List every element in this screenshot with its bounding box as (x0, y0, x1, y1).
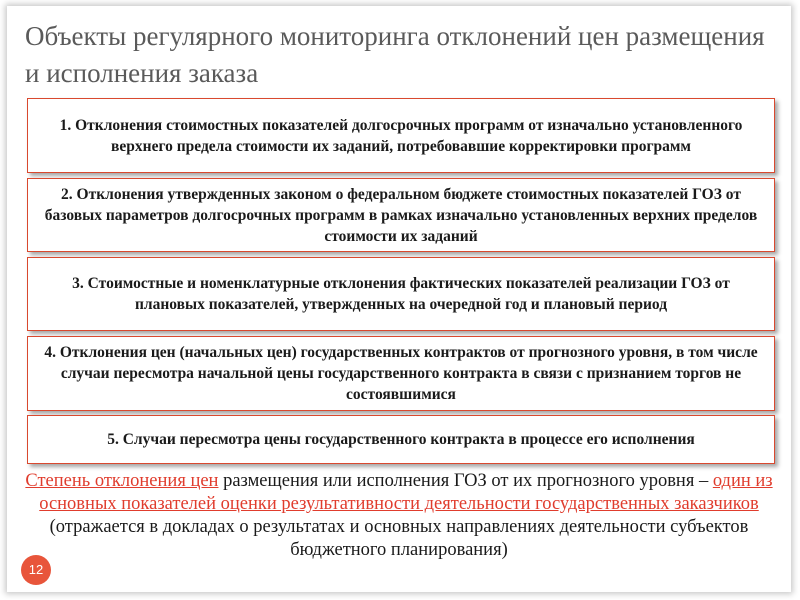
list-item (27, 336, 775, 411)
list-item-text: 3. Стоимостные и номенклатурные отклонения фактических показателей реализации ГОЗ от плановых показателей, утвержденных на очередной год и плановый период (72, 275, 730, 313)
conclusion-highlight-2: один из основных показателей оценки результативности деятельности государственных заказчиков (39, 471, 773, 514)
list-item (27, 415, 775, 464)
conclusion-plain-1: размещения или исполнения ГОЗ от их прогнозного уровня – (218, 471, 713, 491)
conclusion-text (15, 470, 783, 562)
list-item (27, 98, 775, 173)
list-item-text: 2. Отклонения утвержденных законом о федеральном бюджете стоимостных показателей ГОЗ от базовых параметров долгосрочных программ в рамках изначально установленных верхних пределов стоимости их заданий (44, 185, 758, 245)
conclusion-highlight-1: Степень отклонения цен (25, 471, 219, 491)
list-item (27, 257, 775, 331)
slide-title: Объекты регулярного мониторинга отклонений цен размещения и исполнения заказа (25, 21, 765, 88)
page-number-badge: 12 (21, 555, 51, 585)
conclusion-plain-2: (отражается в докладах о результатах и основных направлениях деятельности субъектов бюджетного планирования) (49, 517, 749, 560)
list-item-text: 5. Случаи пересмотра цены государственного контракта в процессе его исполнения (107, 431, 695, 448)
list-item (27, 178, 775, 252)
list-item-text: 4. Отклонения цен (начальных цен) государственных контрактов от прогнозного уровня, в том числе случаи пересмотра начальной цены государственного контракта в связи с признанием торгов не состоявшимися (44, 344, 758, 403)
list-item-text: 1. Отклонения стоимостных показателей долгосрочных программ от изначально установленного верхнего предела стоимости их заданий, потребовавшие корректировки программ (59, 116, 743, 155)
slide (7, 6, 791, 592)
